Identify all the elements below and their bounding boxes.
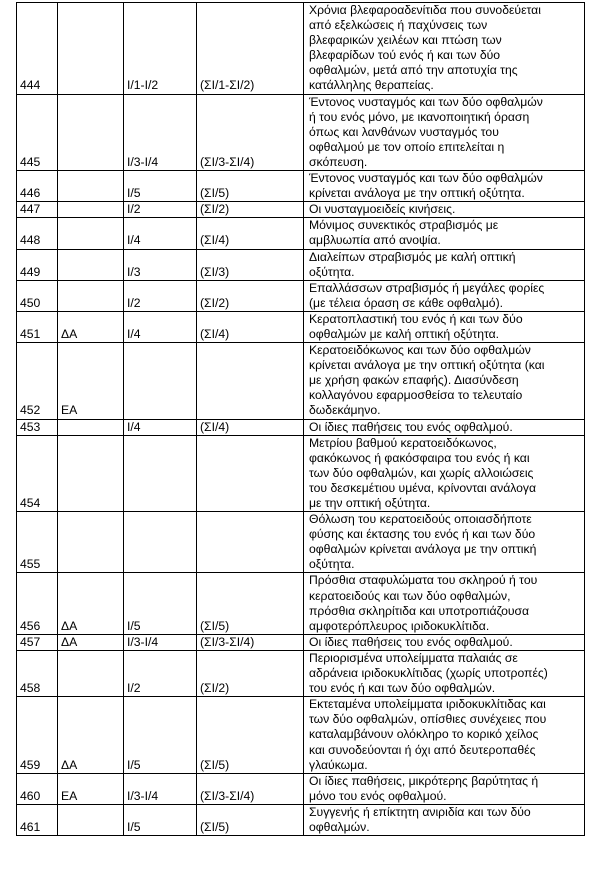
description-line: του ενός ή και των δύο οφθαλμών. (309, 681, 496, 696)
code-cell: Ι/5 (124, 573, 197, 634)
description-line: Θόλωση του κερατοειδούς οποιασδήποτε (309, 512, 532, 527)
description-line: Μετρίου βαθμού κερατοειδόκωνος, (309, 435, 497, 450)
description-cell (304, 512, 585, 573)
description-line: του δεσκεμέτιου υμένα, κρίνονται ανάλογα (309, 480, 537, 495)
description-line: των δύο οφθαλμών, οπίσθιες συνέχειες που (309, 712, 547, 727)
description-line: Εκτεταμένα υπολείμματα ιριδοκυκλίτιδας και (309, 697, 546, 712)
row-mark-cell (58, 3, 124, 95)
table-row (17, 773, 585, 804)
row-number-cell: 455 (17, 512, 58, 573)
code-cell (124, 343, 197, 419)
description-line: Οι νυσταγμοειδείς κινήσεις. (309, 202, 456, 217)
table-row (17, 94, 585, 170)
row-mark-cell (58, 804, 124, 835)
description-line: κερατοειδούς και των δύο οφθαλμών, (309, 588, 511, 603)
table-row (17, 435, 585, 511)
description-cell (304, 343, 585, 419)
code-secondary-cell: (ΣΙ/5) (197, 697, 304, 773)
code-secondary-cell (197, 435, 304, 511)
code-cell: Ι/2 (124, 280, 197, 311)
row-mark-cell (58, 171, 124, 202)
table-row (17, 634, 585, 650)
description-line: σκόπευση. (309, 154, 368, 169)
row-number-cell: 448 (17, 218, 58, 249)
row-mark-cell: ΔΑ (58, 634, 124, 650)
description-line: οφθαλμών. (309, 819, 370, 834)
row-mark-cell (58, 202, 124, 218)
row-number-cell: 459 (17, 697, 58, 773)
description-line: οφθαλμών, μετά από την αποτυχία της (309, 63, 518, 78)
description-cell (304, 650, 585, 696)
description-cell (304, 773, 585, 804)
description-cell (304, 3, 585, 95)
code-secondary-cell: (ΣΙ/4) (197, 311, 304, 342)
description-cell (304, 804, 585, 835)
description-line: βλεφαρίδων τού ενός ή και των δύο (309, 48, 501, 63)
table-row (17, 697, 585, 773)
description-cell (304, 634, 585, 650)
code-cell: Ι/5 (124, 804, 197, 835)
description-line: με χρήση φακών επαφής). Διασύνδεση (309, 373, 519, 388)
code-cell: Ι/2 (124, 650, 197, 696)
code-cell: Ι/4 (124, 311, 197, 342)
row-number-cell: 452 (17, 343, 58, 419)
description-line: οφθαλμού με τον οποίο επιτελείται η (309, 139, 505, 154)
description-line: Περιορισμένα υπολείμματα παλαιάς σε (309, 650, 518, 665)
description-line: φακόκωνος ή φακόσφαιρα του ενός ή και (309, 450, 530, 465)
code-secondary-cell: (ΣΙ/4) (197, 419, 304, 435)
code-secondary-cell (197, 512, 304, 573)
description-line: Πρόσθια σταφυλώματα του σκληρού ή του (309, 573, 538, 588)
row-number-cell: 444 (17, 3, 58, 95)
description-line: (με τέλεια όραση σε κάθε οφθαλμό). (309, 295, 504, 310)
description-line: οφθαλμών κρίνεται ανάλογα με την οπτική (309, 542, 537, 557)
description-line: οξύτητα. (309, 264, 355, 279)
row-mark-cell (58, 512, 124, 573)
description-line: οφθαλμών με καλή οπτική οξύτητα. (309, 326, 500, 341)
code-secondary-cell: (ΣΙ/5) (197, 573, 304, 634)
code-cell: Ι/5 (124, 697, 197, 773)
row-mark-cell: ΔΑ (58, 697, 124, 773)
description-line: βλεφαρικών χειλέων και πτώση των (309, 33, 502, 48)
description-cell (304, 202, 585, 218)
description-cell (304, 573, 585, 634)
code-secondary-cell: (ΣΙ/3) (197, 249, 304, 280)
description-line: Έντονος νυσταγμός και των δύο οφθαλμών (309, 94, 543, 109)
description-line: γλαύκωμα. (309, 757, 368, 772)
table-row (17, 218, 585, 249)
code-secondary-cell: (ΣΙ/4) (197, 218, 304, 249)
description-line: δωδεκάμηνο. (309, 403, 381, 418)
row-mark-cell: ΕΑ (58, 773, 124, 804)
row-number-cell: 457 (17, 634, 58, 650)
row-mark-cell (58, 650, 124, 696)
row-mark-cell: ΔΑ (58, 573, 124, 634)
description-cell (304, 171, 585, 202)
row-mark-cell (58, 94, 124, 170)
row-number-cell: 454 (17, 435, 58, 511)
row-number-cell: 446 (17, 171, 58, 202)
table-row (17, 419, 585, 435)
description-line: καταλαμβάνουν ολόκληρο το κορικό χείλος (309, 727, 539, 742)
code-secondary-cell: (ΣΙ/3-ΣΙ/4) (197, 94, 304, 170)
code-secondary-cell: (ΣΙ/3-ΣΙ/4) (197, 634, 304, 650)
description-line: κατάλληλης θεραπείας. (309, 78, 434, 93)
description-line: μόνο του ενός οφθαλμού. (309, 788, 447, 803)
description-line: Οι ίδιες παθήσεις του ενός οφθαλμού. (309, 419, 513, 434)
description-line: από εξελκώσεις ή παχύνσεις των (309, 18, 488, 33)
description-line: Οι ίδιες παθήσεις, μικρότερης βαρύτητας ή (309, 773, 539, 788)
row-number-cell: 447 (17, 202, 58, 218)
description-line: με την οπτική οξύτητα. (309, 496, 431, 510)
code-secondary-cell (197, 343, 304, 419)
classification-table (16, 2, 585, 836)
description-line: αμβλυωπία από ανοψία. (309, 233, 441, 248)
description-line: των δύο οφθαλμών, και χωρίς αλλοιώσεις (309, 465, 534, 480)
row-number-cell: 458 (17, 650, 58, 696)
description-line: κολλαγόνου εφαρμοσθείσα το τελευταίο (309, 388, 523, 403)
description-cell (304, 249, 585, 280)
code-cell: Ι/3-Ι/4 (124, 773, 197, 804)
description-line: Διαλείπων στραβισμός με καλή οπτική (309, 249, 516, 264)
description-line: Οι ίδιες παθήσεις του ενός οφθαλμού. (309, 634, 513, 649)
code-secondary-cell: (ΣΙ/1-ΣΙ/2) (197, 3, 304, 95)
row-mark-cell (58, 249, 124, 280)
description-line: φύσης και έκτασης του ενός ή και των δύο (309, 527, 536, 542)
code-cell: Ι/4 (124, 419, 197, 435)
row-mark-cell (58, 419, 124, 435)
description-line: ή του ενός μόνο, με ικανοποιητική όραση (309, 109, 530, 124)
table-row (17, 804, 585, 835)
code-cell: Ι/3-Ι/4 (124, 634, 197, 650)
code-secondary-cell: (ΣΙ/2) (197, 202, 304, 218)
table-row (17, 573, 585, 634)
description-line: οξύτητα. (309, 557, 355, 572)
description-cell (304, 435, 585, 511)
row-number-cell: 449 (17, 249, 58, 280)
table-row (17, 249, 585, 280)
code-cell: Ι/3 (124, 249, 197, 280)
code-secondary-cell: (ΣΙ/5) (197, 804, 304, 835)
description-cell (304, 419, 585, 435)
row-mark-cell: ΔΑ (58, 311, 124, 342)
table-body (17, 3, 585, 836)
row-number-cell: 460 (17, 773, 58, 804)
code-secondary-cell: (ΣΙ/5) (197, 171, 304, 202)
table-row (17, 171, 585, 202)
description-line: Κερατοπλαστική του ενός ή και των δύο (309, 311, 523, 326)
description-line: Έντονος νυσταγμός και των δύο οφθαλμών (309, 171, 543, 186)
code-secondary-cell: (ΣΙ/2) (197, 280, 304, 311)
table-row (17, 311, 585, 342)
table-row (17, 343, 585, 419)
description-line: και συνοδεύονται ή όχι από δευτεροπαθές (309, 742, 536, 757)
description-cell (304, 280, 585, 311)
code-cell: Ι/1-Ι/2 (124, 3, 197, 95)
description-cell (304, 218, 585, 249)
code-cell (124, 512, 197, 573)
row-mark-cell (58, 435, 124, 511)
code-cell (124, 435, 197, 511)
description-line: Επαλλάσσων στραβισμός ή μεγάλες φορίες (309, 280, 545, 295)
row-number-cell: 461 (17, 804, 58, 835)
row-number-cell: 451 (17, 311, 58, 342)
description-line: Κερατοειδόκωνος και των δύο οφθαλμών (309, 343, 531, 358)
row-number-cell: 453 (17, 419, 58, 435)
description-line: Χρόνια βλεφαροαδενίτιδα που συνοδεύεται (309, 3, 541, 17)
row-mark-cell: ΕΑ (58, 343, 124, 419)
description-line: πρόσθια σκληρίτιδα και υποτροπιάζουσα (309, 603, 530, 618)
description-line: Μόνιμος συνεκτικός στραβισμός με (309, 218, 499, 233)
code-cell: Ι/5 (124, 171, 197, 202)
row-number-cell: 450 (17, 280, 58, 311)
description-cell (304, 697, 585, 773)
row-number-cell: 456 (17, 573, 58, 634)
description-line: αμφοτερόπλευρος ιριδοκυκλίτιδα. (309, 618, 490, 633)
description-line: όπως και λανθάνων νυσταγμός του (309, 124, 499, 139)
description-line: κρίνεται ανάλογα με την οπτική οξύτητα (και (309, 358, 545, 373)
code-secondary-cell: (ΣΙ/3-ΣΙ/4) (197, 773, 304, 804)
code-cell: Ι/4 (124, 218, 197, 249)
description-line: Συγγενής ή επίκτητη ανιριδία και των δύο (309, 804, 531, 819)
table-row (17, 512, 585, 573)
row-mark-cell (58, 218, 124, 249)
table-row (17, 280, 585, 311)
description-cell (304, 94, 585, 170)
code-cell: Ι/2 (124, 202, 197, 218)
table-row (17, 650, 585, 696)
table-row (17, 3, 585, 95)
row-mark-cell (58, 280, 124, 311)
code-secondary-cell: (ΣΙ/2) (197, 650, 304, 696)
code-cell: Ι/3-Ι/4 (124, 94, 197, 170)
table-row (17, 202, 585, 218)
description-cell (304, 311, 585, 342)
row-number-cell: 445 (17, 94, 58, 170)
description-line: αδράνεια ιριδοκυκλίτιδας (χωρίς υποτροπές) (309, 666, 548, 681)
description-line: κρίνεται ανάλογα με την οπτική οξύτητα. (309, 186, 525, 201)
